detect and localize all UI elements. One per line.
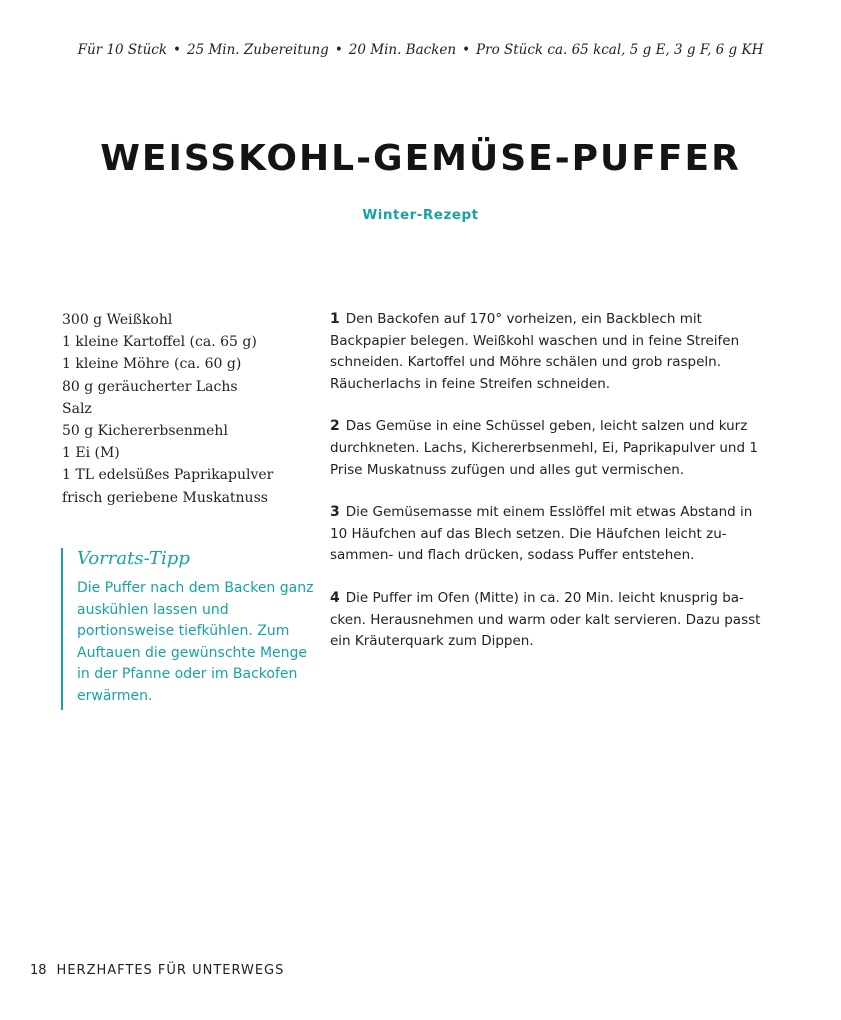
- step-text: Den Backofen auf 170° vorheizen, ein Backblech mit Backpapier belegen. Weißkohl waschen und in feine Streifen schneiden. Kartoffel und Möhre schälen und grob raspeln. Räucherlachs in feine Streifen schneiden.: [330, 311, 740, 392]
- tip-text: Die Puffer nach dem Backen ganz auskühlen lassen und portionsweise tiefkühlen. Zum Auftauen die gewünschte Menge in der Pfanne oder im Backofen erwärmen.: [77, 580, 314, 704]
- step-number: 4: [330, 589, 340, 606]
- ingredient-item: 1 Ei (M): [62, 445, 120, 462]
- ingredient-list: [62, 309, 312, 509]
- bullet-separator: •: [334, 42, 343, 58]
- ingredient-item: Salz: [62, 400, 92, 417]
- bullet-separator: •: [173, 42, 181, 58]
- step-4: [330, 588, 770, 653]
- recipe-title: WEISSKOHL-GEMÜSE-PUFFER: [100, 138, 741, 179]
- step-2: [330, 416, 770, 481]
- meta-servings: Für 10 Stück: [77, 42, 168, 58]
- meta-nutrition: Pro Stück ca. 65 kcal, 5 g E, 3 g F, 6 g KH: [476, 42, 764, 58]
- step-1: [330, 309, 770, 395]
- step-number: 1: [330, 311, 340, 327]
- step-text: Die Puffer im Ofen (Mitte) in ca. 20 Min. leicht knusprig backen. Herausnehmen und warm oder kalt servieren. Dazu passt ein Kräuterquark zum Dippen.: [330, 589, 761, 650]
- ingredient-item: 1 kleine Kartoffel (ca. 65 g): [62, 334, 257, 351]
- page-footer: [30, 963, 284, 978]
- step-3: [330, 502, 770, 567]
- page-number: 18: [30, 963, 47, 978]
- recipe-meta: [0, 42, 841, 58]
- step-number: 2: [330, 418, 340, 435]
- bullet-separator: •: [462, 42, 471, 58]
- meta-prep-time: 25 Min. Zubereitung: [187, 42, 329, 58]
- ingredient-item: 50 g Kichererbsenmehl: [62, 423, 228, 440]
- instruction-steps: [330, 309, 770, 674]
- meta-bake-time: 20 Min. Backen: [348, 42, 457, 58]
- step-text: Das Gemüse in eine Schüssel geben, leicht salzen und kurz durchkneten. Lachs, Kichererbsenmehl, Ei, Paprikapulver und 1 Prise Muskatnuss zufügen und alles gut vermischen.: [330, 418, 758, 478]
- ingredient-item: frisch geriebene Muskatnuss: [62, 489, 268, 506]
- section-name: HERZHAFTES FÜR UNTERWEGS: [56, 963, 285, 978]
- step-number: 3: [330, 504, 340, 521]
- storage-tip-box: [61, 548, 317, 710]
- ingredient-item: 1 kleine Möhre (ca. 60 g): [62, 356, 242, 373]
- recipe-subtitle: Winter-Rezept: [362, 207, 479, 223]
- step-text: Die Gemüsemasse mit einem Esslöffel mit etwas Abstand in 10 Häufchen auf das Blech setzen. Die Häufchen leicht zusammen- und flach drücken, sodass Puffer entstehen.: [330, 504, 753, 564]
- ingredient-item: 80 g geräucherter Lachs: [62, 378, 238, 395]
- ingredient-item: 300 g Weißkohl: [62, 312, 173, 328]
- tip-heading: Vorrats-Tipp: [77, 548, 190, 569]
- ingredient-item: 1 TL edelsüßes Paprikapulver: [62, 467, 274, 484]
